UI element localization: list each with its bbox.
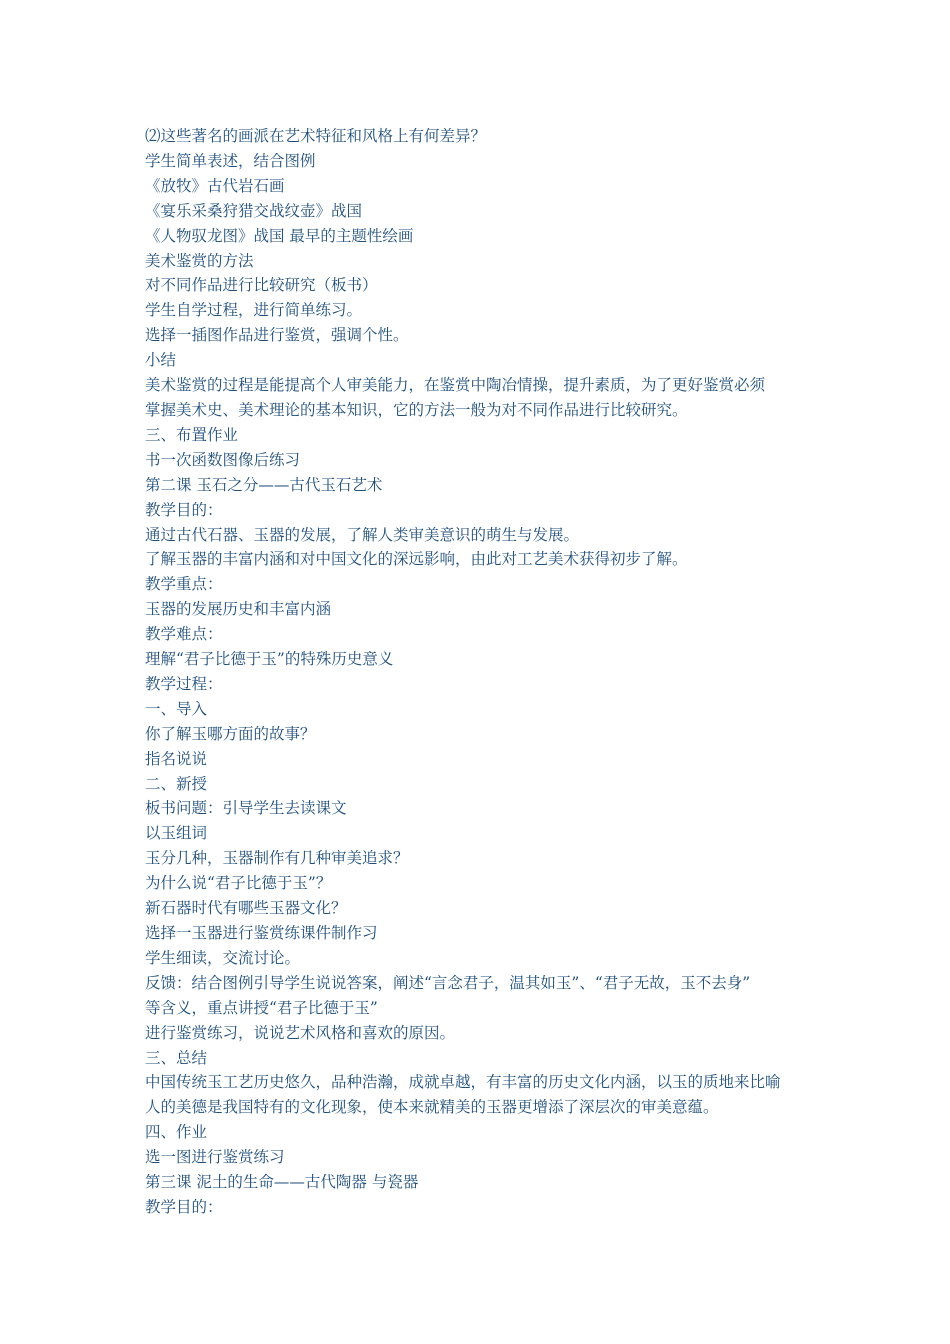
section-heading: 一、导入 xyxy=(145,699,208,718)
text-line: 你了解玉哪方面的故事？ xyxy=(145,724,316,743)
text-line: 选择一玉器进行鉴赏练课件制作习 xyxy=(145,924,378,942)
text-line: 通过古代石器、玉器的发展，了解人类审美意识的萌生与发展。 xyxy=(145,525,580,544)
section-heading: 三、总结 xyxy=(145,1048,208,1067)
section-heading: 教学难点： xyxy=(145,625,223,644)
text-line: 玉分几种，玉器制作有几种审美追求？ xyxy=(145,849,409,868)
section-heading: 小结 xyxy=(145,351,177,370)
text-line: 学生自学过程，进行简单练习。 xyxy=(145,301,363,320)
text-line: 了解玉器的丰富内涵和对中国文化的深远影响，由此对工艺美术获得初步了解。 xyxy=(145,550,688,569)
section-heading: 教学过程： xyxy=(145,674,223,693)
text-line: 学生简单表述，结合图例 xyxy=(145,151,316,170)
section-heading: 四、作业 xyxy=(145,1123,208,1142)
document-body xyxy=(145,124,813,1220)
section-heading: 三、布置作业 xyxy=(145,425,239,444)
text-line: 新石器时代有哪些玉器文化？ xyxy=(145,899,347,918)
text-line: 等含义，重点讲授“君子比德于玉” xyxy=(145,998,378,1017)
text-line: 书一次函数图像后练习 xyxy=(145,450,301,469)
text-line: 《人物驭龙图》战国 最早的主题性绘画 xyxy=(145,226,414,245)
text-line: 理解“君子比德于玉”的特殊历史意义 xyxy=(145,650,394,669)
text-line: 指名说说 xyxy=(145,749,208,768)
text-line: 人的美德是我国特有的文化现象，使本来就精美的玉器更增添了深层次的审美意蕴。 xyxy=(145,1098,719,1117)
text-line: 进行鉴赏练习，说说艺术风格和喜欢的原因。 xyxy=(145,1023,456,1042)
text-line: 反馈：结合图例引导学生说说答案，阐述“言念君子，温其如玉”、“君子无故，玉不去身” xyxy=(145,973,751,992)
section-heading: 教学重点： xyxy=(145,575,223,594)
text-line: 《宴乐采桑狩猎交战纹壶》战国 xyxy=(145,201,363,220)
section-heading: 二、新授 xyxy=(145,774,208,793)
section-heading: 教学目的： xyxy=(145,1197,223,1216)
text-line: 玉器的发展历史和丰富内涵 xyxy=(145,600,332,619)
section-heading: 教学目的： xyxy=(145,500,223,519)
text-line: ⑵这些著名的画派在艺术特征和风格上有何差异？ xyxy=(145,127,487,145)
text-line: 选择一插图作品进行鉴赏，强调个性。 xyxy=(145,326,409,345)
text-line: 选一图进行鉴赏练习 xyxy=(145,1148,285,1167)
text-line: 《放牧》古代岩石画 xyxy=(145,176,285,195)
text-line: 板书问题：引导学生去读课文 xyxy=(145,799,347,818)
text-line: 以玉组词 xyxy=(145,824,208,843)
section-heading: 美术鉴赏的方法 xyxy=(145,251,254,270)
text-line: 掌握美术史、美术理论的基本知识，它的方法一般为对不同作品进行比较研究。 xyxy=(145,400,688,419)
text-line: 美术鉴赏的过程是能提高个人审美能力，在鉴赏中陶冶情操，提升素质，为了更好鉴赏必须 xyxy=(145,376,766,395)
text-line: 对不同作品进行比较研究（板书） xyxy=(145,276,378,295)
text-line: 中国传统玉工艺历史悠久，品种浩瀚，成就卓越，有丰富的历史文化内涵，以玉的质地来比喻 xyxy=(145,1073,781,1092)
text-line: 为什么说“君子比德于玉”？ xyxy=(145,874,332,893)
lesson-title: 第三课 泥土的生命——古代陶器 与瓷器 xyxy=(145,1173,419,1192)
text-line: 学生细读，交流讨论。 xyxy=(145,948,301,967)
lesson-title: 第二课 玉石之分——古代玉石艺术 xyxy=(145,475,383,494)
